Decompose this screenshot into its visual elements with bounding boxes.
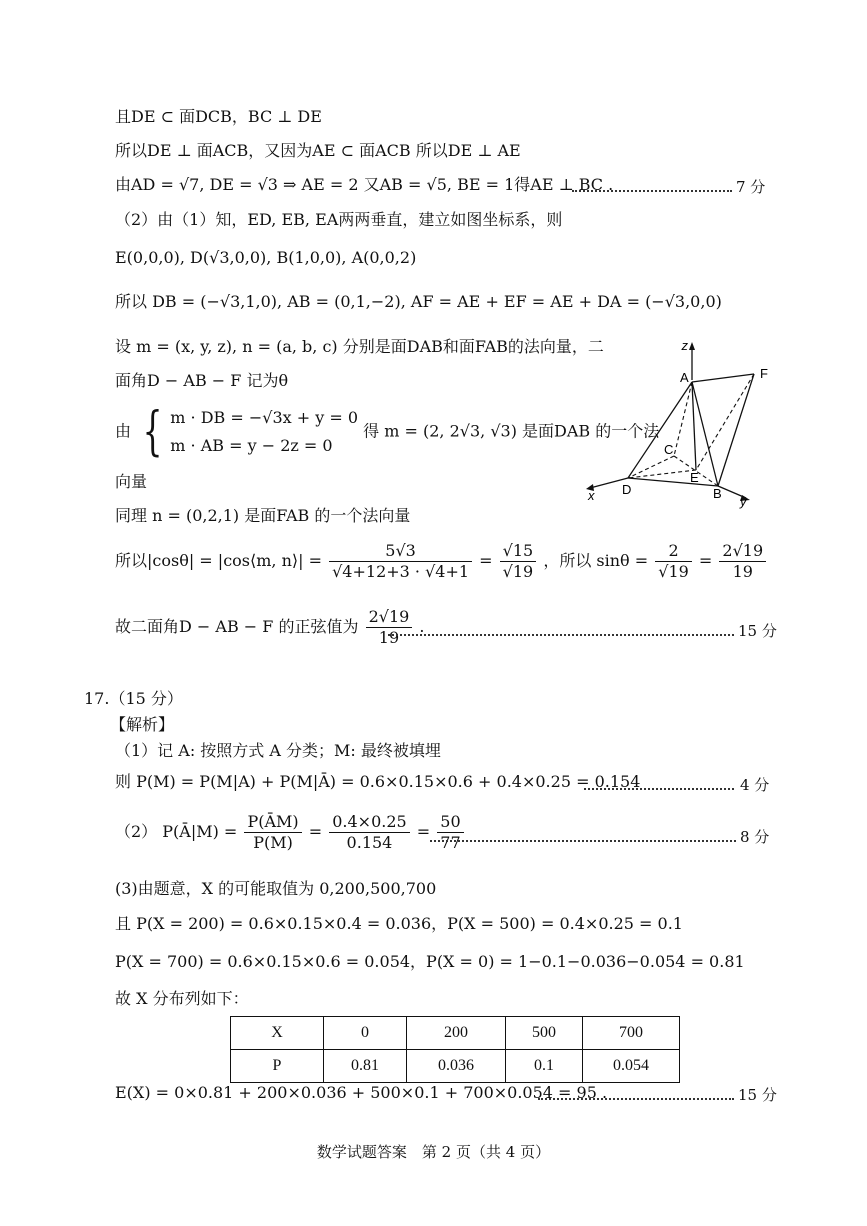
numerator: 0.4×0.25: [329, 812, 409, 833]
numerator: 2: [655, 541, 692, 562]
text-line: 设 m = (x, y, z), n = (a, b, c) 分别是面DAB和面FAB的法向量，二: [115, 337, 604, 356]
text-line: P(X = 700) = 0.6×0.15×0.6 = 0.054，P(X = 0) = 1−0.1−0.036−0.054 = 0.81: [115, 952, 745, 971]
score-label: 7 分: [736, 178, 766, 196]
numerator: P(ĀM): [244, 812, 301, 833]
text-line: 同理 n = (0,2,1) 是面FAB 的一个法向量: [115, 506, 411, 525]
denominator: 19: [378, 628, 400, 647]
numerator: 5√3: [329, 541, 472, 562]
dot-leader: [584, 788, 734, 790]
text: 得 m = (2, 2√3, √3) 是面DAB 的一个法: [363, 421, 660, 441]
fraction: [244, 812, 301, 853]
text: =: [698, 551, 713, 570]
denominator: √19: [502, 562, 534, 581]
text-line: 且DE ⊂ 面DCB，BC ⊥ DE: [115, 107, 322, 126]
page-footer: 数学试题答案 第 2 页（共 4 页）: [316, 1143, 551, 1161]
fraction: [366, 607, 413, 648]
label-F: F: [760, 366, 768, 381]
denominator: 19: [732, 562, 753, 581]
text-line: (3)由题意，X 的可能取值为 0,200,500,700: [115, 879, 437, 898]
text-line: 故 X 分布列如下：: [115, 989, 249, 1008]
table-cell: X: [231, 1017, 324, 1050]
table-row: [231, 1017, 680, 1050]
denominator: √19: [658, 562, 689, 581]
numerator: 50: [437, 812, 463, 833]
equation-system: [170, 404, 358, 460]
edge-AD: [628, 382, 692, 478]
numerator: 2√19: [366, 607, 413, 628]
conditional-prob-line: [115, 812, 466, 853]
text: =: [479, 551, 493, 570]
text: 故二面角D − AB − F 的正弦值为: [115, 617, 359, 636]
text-line: E(0,0,0), D(√3,0,0), B(1,0,0), A(0,0,2): [115, 248, 417, 267]
fraction: [329, 541, 472, 582]
equation-system-line: [115, 404, 659, 460]
table-cell: 0: [324, 1017, 407, 1050]
table-cell: 0.036: [407, 1050, 506, 1083]
text-line: 面角D − AB − F 记为θ: [115, 371, 289, 390]
fraction: [655, 541, 692, 582]
dot-leader: [538, 1098, 734, 1100]
dot-leader: [388, 634, 734, 636]
denominator: 0.154: [346, 833, 393, 852]
distribution-table: [230, 1016, 680, 1083]
score-label: 15 分: [738, 622, 777, 640]
table-cell: 0.81: [324, 1050, 407, 1083]
label-x: x: [588, 488, 595, 503]
text-line: E(X) = 0×0.81 + 200×0.036 + 500×0.1 + 700×0.054 = 95 .: [115, 1083, 608, 1102]
label-D: D: [622, 482, 632, 497]
brace: {: [142, 402, 163, 462]
denominator: √4+12+3 · √4+1: [332, 562, 470, 581]
question-number: 17.（15 分）: [84, 689, 183, 708]
table-cell: 700: [583, 1017, 680, 1050]
label-z: z: [681, 338, 688, 353]
text: =: [308, 822, 323, 841]
geometry-figure: [580, 338, 780, 510]
table-cell: 200: [407, 1017, 506, 1050]
edge-AC-dashed: [674, 382, 692, 456]
text: （2） P(Ā|M) =: [115, 822, 238, 841]
text: ，所以 sinθ =: [543, 551, 649, 570]
equation: m · DB = −√3x + y = 0: [170, 408, 359, 427]
text: 由: [115, 421, 132, 441]
text-line: （2）由（1）知，ED, EB, EA两两垂直，建立如图坐标系，则: [115, 210, 563, 229]
score-label: 4 分: [740, 776, 770, 794]
fraction: [719, 541, 766, 582]
table-row: [231, 1050, 680, 1083]
label-E: E: [690, 470, 699, 485]
edge-FE-dashed: [696, 374, 754, 470]
text-line: 由AD = √7, DE = √3 ⇒ AE = 2 又AB = √5, BE = 1得AE ⊥ BC .: [115, 175, 614, 194]
dot-leader: [572, 190, 732, 192]
text-line: 且 P(X = 200) = 0.6×0.15×0.4 = 0.036，P(X = 500) = 0.4×0.25 = 0.1: [115, 914, 683, 933]
text: 所以|cosθ| = |cos⟨m, n⟩| =: [115, 551, 323, 570]
score-label: 8 分: [740, 828, 770, 846]
label-C: C: [664, 442, 674, 457]
score-label: 15 分: [738, 1086, 777, 1104]
cos-line: [115, 541, 768, 582]
denominator: P(M): [253, 833, 293, 852]
edge-DB: [628, 478, 718, 486]
text-line: （1）记 A: 按照方式 A 分类；M: 最终被填埋: [115, 741, 441, 760]
label-B: B: [713, 486, 722, 501]
edge-AF: [692, 374, 754, 382]
text-line: 则 P(M) = P(M|A) + P(M|Ā) = 0.6×0.15×0.6 + 0.4×0.25 = 0.154: [115, 772, 641, 791]
text-line: 所以DE ⊥ 面ACB，又因为AE ⊂ 面ACB 所以DE ⊥ AE: [115, 141, 521, 160]
denominator: 77: [440, 833, 461, 852]
text-line: 所以 DB = (−√3,1,0), AB = (0,1,−2), AF = AE + EF = AE + DA = (−√3,0,0): [115, 292, 722, 311]
table-cell: 500: [506, 1017, 583, 1050]
edge-ED-dashed: [628, 470, 696, 478]
fraction: [500, 541, 537, 582]
numerator: √15: [500, 541, 537, 562]
label-y: y: [740, 494, 747, 509]
z-arrow: [689, 342, 695, 350]
label-A: A: [680, 370, 689, 385]
fraction: [329, 812, 409, 853]
fraction: [437, 812, 463, 853]
answer-line: [115, 607, 425, 648]
table-cell: P: [231, 1050, 324, 1083]
table-cell: 0.054: [583, 1050, 680, 1083]
text: =: [416, 822, 431, 841]
table-cell: 0.1: [506, 1050, 583, 1083]
text-line: 向量: [115, 472, 148, 491]
section-heading: 【解析】: [110, 715, 175, 734]
edge-FB: [718, 374, 754, 486]
dot-leader: [430, 840, 736, 842]
equation: m · AB = y − 2z = 0: [170, 436, 333, 455]
text: .: [419, 617, 425, 636]
numerator: 2√19: [719, 541, 766, 562]
